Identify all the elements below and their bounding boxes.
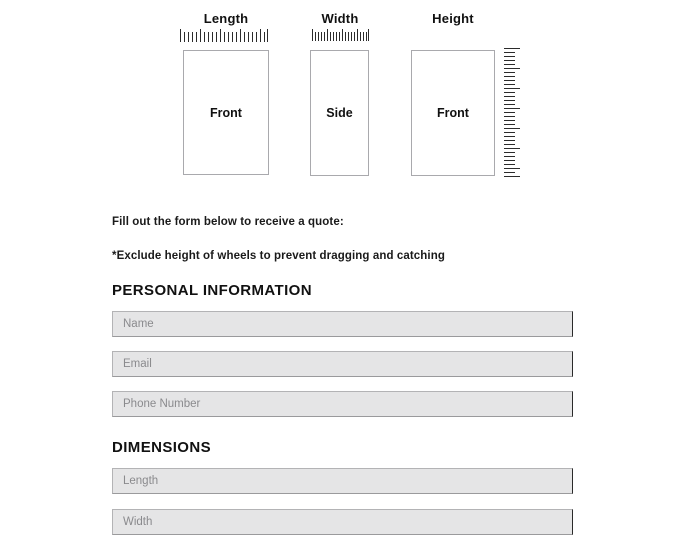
product-view-box-side-width xyxy=(310,50,369,176)
view-box-label: Front xyxy=(437,106,469,120)
dimension-label-height: Height xyxy=(432,11,474,26)
view-box-label: Front xyxy=(210,105,242,120)
dimension-label-length: Length xyxy=(203,11,249,26)
view-box-label: Side xyxy=(326,106,353,120)
name-input[interactable] xyxy=(112,311,573,337)
product-view-box-front-height xyxy=(411,50,495,176)
phone-number-input[interactable] xyxy=(112,391,573,417)
form-intro-line-1: Fill out the form below to receive a quote: xyxy=(112,216,344,228)
length-input[interactable] xyxy=(112,468,573,494)
horizontal-ruler-icon xyxy=(312,29,369,42)
width-input[interactable] xyxy=(112,509,573,535)
dimension-diagram xyxy=(0,0,700,195)
horizontal-ruler-icon xyxy=(180,29,268,42)
dimension-label-width: Width xyxy=(321,11,359,26)
quote-request-form xyxy=(112,212,574,535)
section-heading-dimensions: DIMENSIONS xyxy=(112,439,212,456)
vertical-ruler-icon xyxy=(504,48,524,178)
product-view-box-front-length xyxy=(183,50,269,175)
section-heading-personal-information: PERSONAL INFORMATION xyxy=(112,282,312,299)
email-input[interactable] xyxy=(112,351,573,377)
form-note-exclude-wheels: *Exclude height of wheels to prevent dragging and catching xyxy=(112,250,445,262)
